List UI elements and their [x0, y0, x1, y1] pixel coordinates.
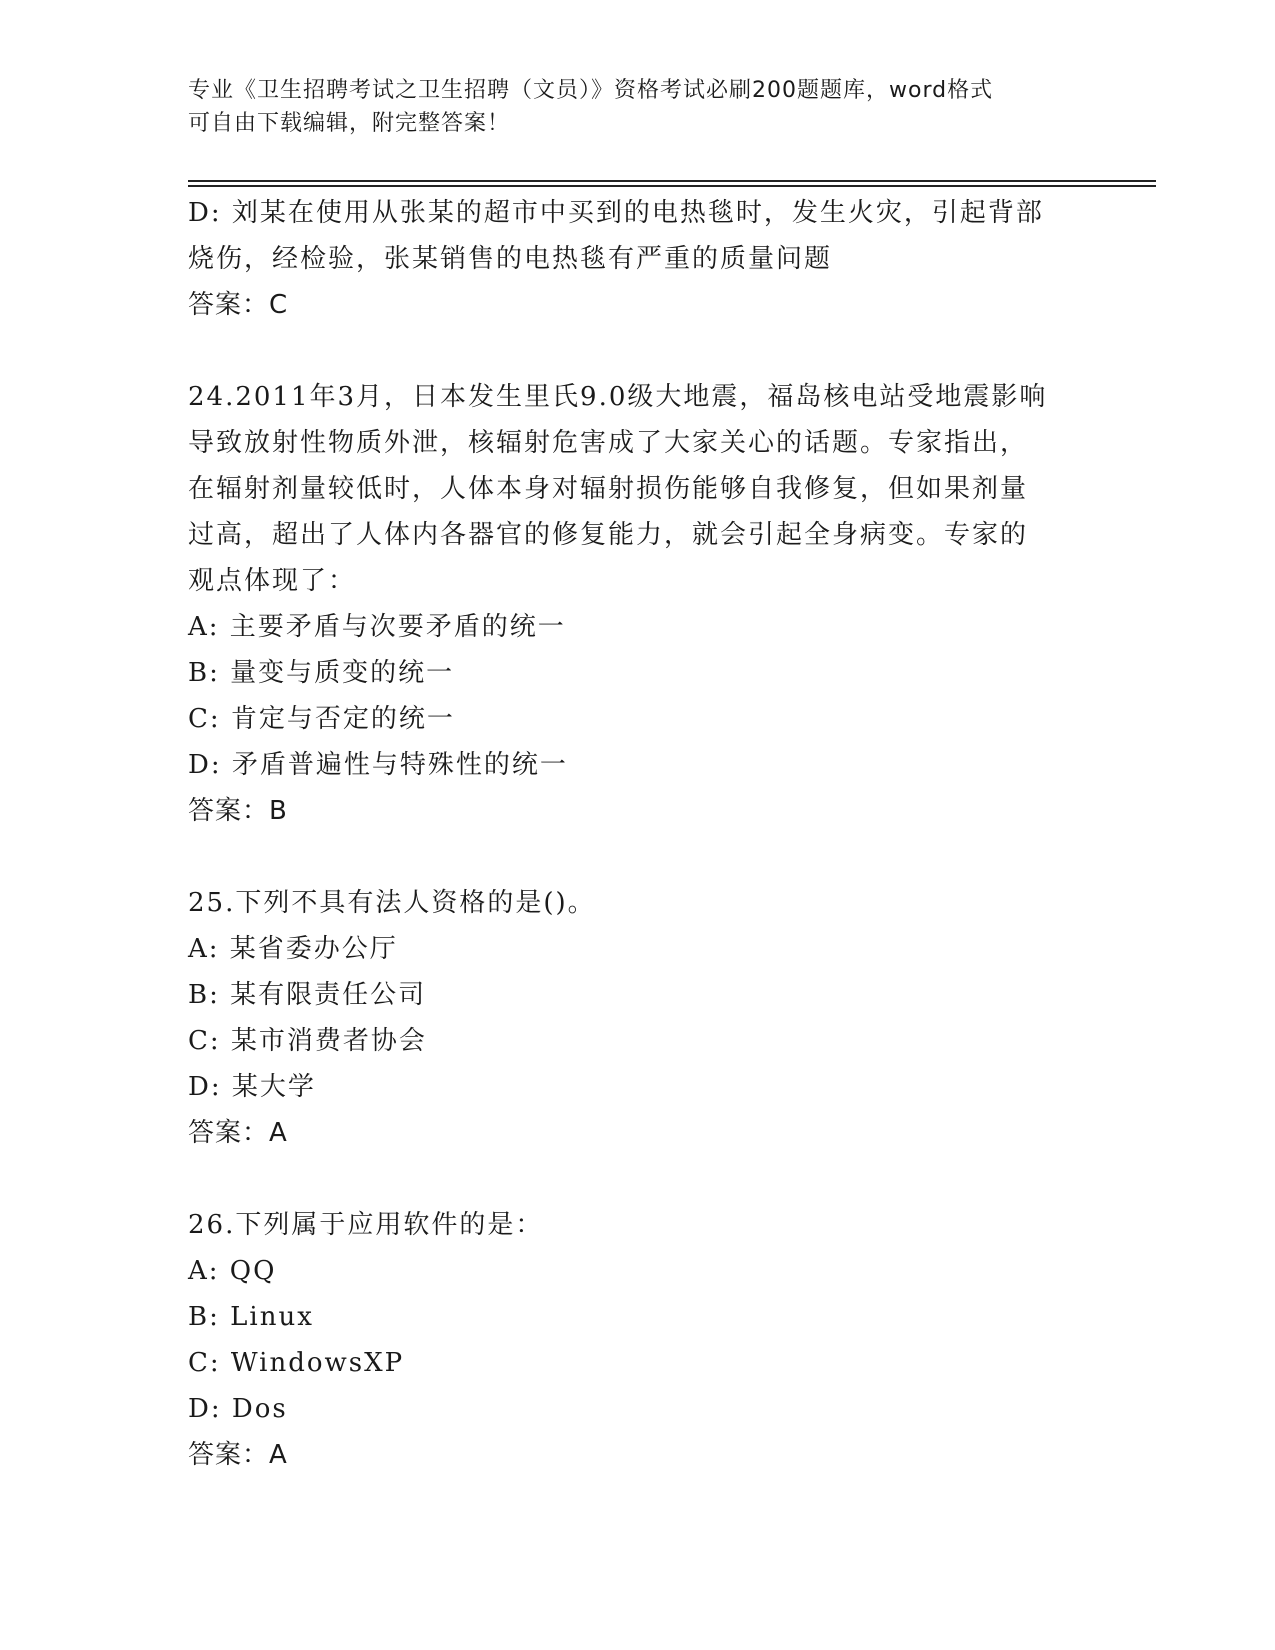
header-double-rule: [188, 180, 1156, 187]
q26-option-b: B: Linux: [188, 1302, 314, 1332]
spacer: [188, 1156, 1088, 1202]
question-24: [188, 374, 1088, 834]
q23-option-d-line-1: D: 刘某在使用从张某的超市中买到的电热毯时，发生火灾，引起背部: [188, 198, 1044, 228]
q25-answer: 答案：A: [188, 1118, 288, 1148]
q25-option-d: D: 某大学: [188, 1072, 316, 1102]
q26-stem: 26.下列属于应用软件的是：: [188, 1210, 544, 1240]
q24-stem-line: 24.2011年3月，日本发生里氏9.0级大地震，福岛核电站受地震影响: [188, 382, 1048, 412]
q24-stem-line: 在辐射剂量较低时，人体本身对辐射损伤能够自我修复，但如果剂量: [188, 474, 1029, 504]
header-title-line-1: 专业《卫生招聘考试之卫生招聘（文员）》资格考试必刷200题题库，word格式: [188, 78, 994, 103]
question-25: [188, 880, 1088, 1156]
q26-option-a: A: QQ: [188, 1256, 277, 1286]
q26-answer: 答案：A: [188, 1440, 288, 1470]
q26-option-c: C: WindowsXP: [188, 1348, 405, 1378]
q26-option-d: D: Dos: [188, 1394, 288, 1424]
q25-stem: 25.下列不具有法人资格的是()。: [188, 888, 596, 918]
q25-option-c: C: 某市消费者协会: [188, 1026, 427, 1056]
document-header: [188, 74, 1088, 140]
question-26: [188, 1202, 1088, 1478]
q24-answer: 答案：B: [188, 796, 288, 826]
spacer: [188, 328, 1088, 374]
q23-answer: 答案：C: [188, 290, 289, 320]
q25-option-a: A: 某省委办公厅: [188, 934, 398, 964]
q24-stem-line: 导致放射性物质外泄，核辐射危害成了大家关心的话题。专家指出，: [188, 428, 1029, 458]
q24-option-c: C: 肯定与否定的统一: [188, 704, 455, 734]
q24-option-a: A: 主要矛盾与次要矛盾的统一: [188, 612, 566, 642]
q24-stem-line: 观点体现了：: [188, 566, 357, 596]
q23-option-d-line-2: 烧伤，经检验，张某销售的电热毯有严重的质量问题: [188, 244, 833, 274]
header-title-line-2: 可自由下载编辑，附完整答案！: [188, 111, 511, 136]
spacer: [188, 834, 1088, 880]
question-23: [188, 190, 1088, 328]
q25-option-b: B: 某有限责任公司: [188, 980, 427, 1010]
q24-option-b: B: 量变与质变的统一: [188, 658, 455, 688]
q24-option-d: D: 矛盾普遍性与特殊性的统一: [188, 750, 568, 780]
document-body: [188, 190, 1088, 1478]
q24-stem-line: 过高，超出了人体内各器官的修复能力，就会引起全身病变。专家的: [188, 520, 1029, 550]
